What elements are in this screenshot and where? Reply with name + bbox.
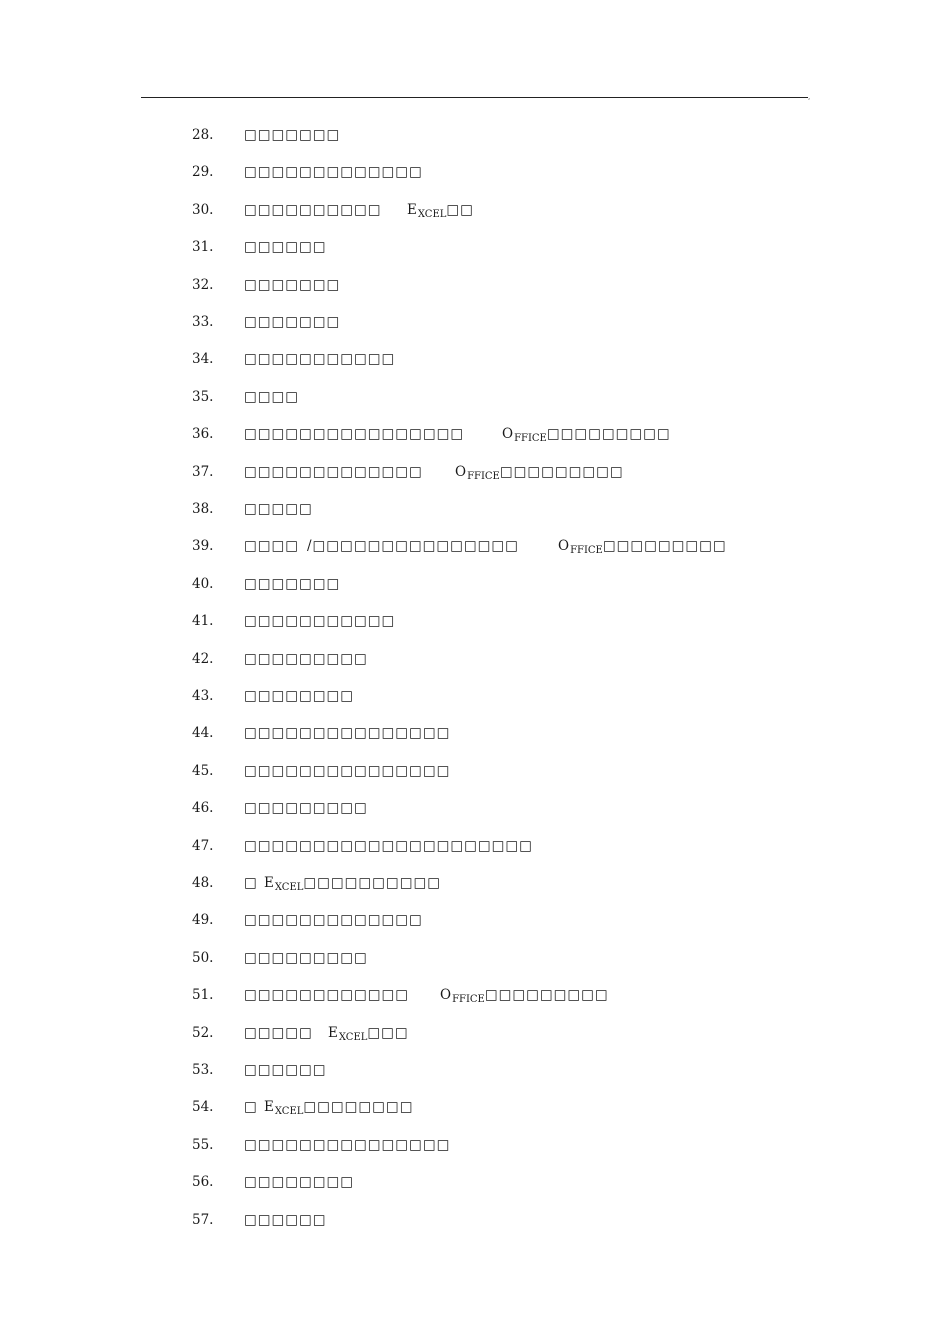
list-item-text bbox=[502, 426, 671, 442]
list-item-number: 38. bbox=[192, 501, 214, 517]
list-item-number: 29. bbox=[192, 164, 214, 180]
list-item bbox=[0, 950, 950, 970]
list-item-text bbox=[244, 426, 464, 442]
glyph-text: □□□□□ bbox=[244, 1025, 313, 1041]
list-item-number: 37. bbox=[192, 464, 214, 480]
list-item-text bbox=[244, 875, 258, 891]
list-item bbox=[0, 1062, 950, 1082]
list-item bbox=[0, 277, 950, 297]
list-item-number: 51. bbox=[192, 987, 214, 1003]
list-item-text bbox=[244, 651, 368, 667]
list-item-text bbox=[244, 1025, 313, 1041]
list-item-text bbox=[244, 351, 395, 367]
list-item-number: 40. bbox=[192, 576, 214, 592]
list-item-number: 50. bbox=[192, 950, 214, 966]
header-rule bbox=[141, 97, 808, 98]
term-initial: O bbox=[455, 464, 468, 480]
list-item-number: 46. bbox=[192, 800, 214, 816]
list-item-text bbox=[307, 538, 519, 554]
list-item-text bbox=[244, 464, 423, 480]
list-item bbox=[0, 239, 950, 259]
glyph-text: □□□□□□□□□□□□□□□ bbox=[244, 763, 451, 779]
list-item-text bbox=[328, 1025, 409, 1041]
glyph-text: □□□□□□□□□ bbox=[244, 800, 368, 816]
glyph-text: □□□□□□□ bbox=[244, 576, 341, 592]
list-item-text bbox=[244, 987, 409, 1003]
term-initial: E bbox=[328, 1025, 339, 1041]
glyph-text: □□□□□□□ bbox=[244, 127, 341, 143]
term-initial: E bbox=[264, 1099, 275, 1115]
list-item bbox=[0, 164, 950, 184]
list-item-number: 47. bbox=[192, 838, 214, 854]
glyph-text: □□□□□□□□□□□□□ bbox=[244, 464, 423, 480]
glyph-text: /□□□□□□□□□□□□□□□ bbox=[307, 538, 519, 554]
list-item bbox=[0, 912, 950, 932]
glyph-text: □□□□□□□□□□□□□□□ bbox=[244, 1137, 451, 1153]
list-item-text bbox=[244, 314, 340, 330]
list-item bbox=[0, 426, 950, 446]
glyph-text: □□□□□□ bbox=[244, 239, 327, 255]
glyph-text: □□□□ bbox=[244, 538, 300, 554]
term-initial: O bbox=[440, 987, 453, 1003]
list-item-number: 55. bbox=[192, 1137, 214, 1153]
list-item-text bbox=[440, 987, 609, 1003]
list-item-text bbox=[244, 1212, 327, 1228]
list-item-number: 34. bbox=[192, 351, 214, 367]
term-small-caps: FFICE bbox=[467, 471, 500, 482]
list-item-text bbox=[244, 576, 340, 592]
list-item bbox=[0, 763, 950, 783]
list-item-number: 57. bbox=[192, 1212, 214, 1228]
list-item-text bbox=[244, 164, 423, 180]
list-item-number: 53. bbox=[192, 1062, 214, 1078]
list-item-text bbox=[244, 725, 450, 741]
list-item bbox=[0, 838, 950, 858]
glyph-text: □ bbox=[244, 1099, 258, 1115]
list-item-number: 45. bbox=[192, 763, 214, 779]
glyph-text: □□□□□□□□ bbox=[244, 688, 355, 704]
list-item-text bbox=[264, 1099, 413, 1115]
list-item bbox=[0, 127, 950, 147]
list-item bbox=[0, 875, 950, 895]
list-item-number: 30. bbox=[192, 202, 214, 218]
list-item-number: 36. bbox=[192, 426, 214, 442]
list-item-text bbox=[244, 1099, 258, 1115]
list-item bbox=[0, 576, 950, 596]
glyph-text: □□□□□□□□□ bbox=[602, 538, 727, 554]
glyph-text: □□□ bbox=[367, 1025, 409, 1041]
list-item-text bbox=[244, 277, 340, 293]
glyph-text: □□□□□□ bbox=[244, 1212, 327, 1228]
list-item bbox=[0, 1025, 950, 1045]
glyph-text: □□□□□□□□□ bbox=[244, 950, 368, 966]
list-item-number: 31. bbox=[192, 239, 214, 255]
list-item-text bbox=[264, 875, 441, 891]
list-item-number: 32. bbox=[192, 277, 214, 293]
list-item-text bbox=[244, 1174, 354, 1190]
list-item-number: 33. bbox=[192, 314, 214, 330]
list-item bbox=[0, 800, 950, 820]
glyph-text: □□□□□□□ bbox=[244, 277, 341, 293]
list-item bbox=[0, 688, 950, 708]
list-item bbox=[0, 1137, 950, 1157]
list-item-number: 41. bbox=[192, 613, 214, 629]
list-item bbox=[0, 613, 950, 633]
list-item-text bbox=[244, 1137, 450, 1153]
glyph-text: □□□□□□□□□□□ bbox=[244, 351, 396, 367]
list-item bbox=[0, 651, 950, 671]
list-item-text bbox=[244, 239, 327, 255]
term-small-caps: XCEL bbox=[417, 209, 447, 220]
list-item-text bbox=[407, 202, 474, 218]
list-item-number: 43. bbox=[192, 688, 214, 704]
glyph-text: □□□□□□□□□□ bbox=[303, 875, 441, 891]
glyph-text: □□□□□□□□□ bbox=[546, 426, 671, 442]
glyph-text: □□□□□□□□□□□□□□□□ bbox=[244, 426, 465, 442]
list-item-text bbox=[244, 838, 533, 854]
list-item-number: 42. bbox=[192, 651, 214, 667]
glyph-text: □□□□□□□□□□□ bbox=[244, 613, 396, 629]
glyph-text: □□ bbox=[446, 202, 474, 218]
list-item bbox=[0, 987, 950, 1007]
list-item bbox=[0, 1212, 950, 1232]
glyph-text: □ bbox=[244, 875, 258, 891]
list-item-text bbox=[244, 800, 368, 816]
list-item-text bbox=[244, 763, 450, 779]
glyph-text: □□□□□□□□ bbox=[303, 1099, 414, 1115]
glyph-text: □□□□□□ bbox=[244, 1062, 327, 1078]
list-item-number: 52. bbox=[192, 1025, 214, 1041]
list-item-text bbox=[244, 127, 340, 143]
term-small-caps: FFICE bbox=[570, 545, 603, 556]
list-item-number: 39. bbox=[192, 538, 214, 554]
glyph-text: □□□□□□□□□□□□ bbox=[244, 987, 410, 1003]
glyph-text: □□□□□□□□□□ bbox=[244, 202, 382, 218]
list-item-text bbox=[244, 912, 423, 928]
list-item-text bbox=[558, 538, 727, 554]
list-item-text bbox=[244, 202, 382, 218]
list-item bbox=[0, 351, 950, 371]
list-item bbox=[0, 1174, 950, 1194]
list-item-number: 54. bbox=[192, 1099, 214, 1115]
term-initial: O bbox=[502, 426, 515, 442]
list-item bbox=[0, 202, 950, 222]
header-corner-mark: , bbox=[808, 93, 811, 101]
list-item-number: 56. bbox=[192, 1174, 214, 1190]
glyph-text: □□□□ bbox=[244, 389, 300, 405]
list-item bbox=[0, 501, 950, 521]
list-item-number: 48. bbox=[192, 875, 214, 891]
glyph-text: □□□□□□□□□□□□□□□ bbox=[244, 725, 451, 741]
glyph-text: □□□□□□□□ bbox=[244, 1174, 355, 1190]
list-item-number: 49. bbox=[192, 912, 214, 928]
list-item-text bbox=[244, 538, 299, 554]
list-item-text bbox=[244, 613, 395, 629]
list-item-number: 35. bbox=[192, 389, 214, 405]
list-item bbox=[0, 464, 950, 484]
glyph-text: □□□□□□□□□□□□□ bbox=[244, 912, 423, 928]
term-initial: E bbox=[407, 202, 418, 218]
list-item-text bbox=[244, 389, 299, 405]
term-small-caps: XCEL bbox=[274, 882, 304, 893]
list-item bbox=[0, 389, 950, 409]
glyph-text: □□□□□□□□□ bbox=[499, 464, 624, 480]
glyph-text: □□□□□□□□□ bbox=[484, 987, 609, 1003]
list-item bbox=[0, 314, 950, 334]
list-item-text bbox=[244, 501, 313, 517]
term-small-caps: FFICE bbox=[452, 994, 485, 1005]
list-item-number: 28. bbox=[192, 127, 214, 143]
glyph-text: □□□□□□□□□ bbox=[244, 651, 368, 667]
term-initial: O bbox=[558, 538, 571, 554]
list-item bbox=[0, 725, 950, 745]
list-item-text bbox=[455, 464, 624, 480]
glyph-text: □□□□□□□□□□□□□□□□□□□□□ bbox=[244, 838, 533, 854]
list-item bbox=[0, 1099, 950, 1119]
term-initial: E bbox=[264, 875, 275, 891]
glyph-text: □□□□□□□ bbox=[244, 314, 341, 330]
list-item-number: 44. bbox=[192, 725, 214, 741]
term-small-caps: XCEL bbox=[274, 1106, 304, 1117]
glyph-text: □□□□□□□□□□□□□ bbox=[244, 164, 423, 180]
list-item bbox=[0, 538, 950, 558]
glyph-text: □□□□□ bbox=[244, 501, 313, 517]
term-small-caps: XCEL bbox=[338, 1032, 368, 1043]
list-item-text bbox=[244, 1062, 327, 1078]
term-small-caps: FFICE bbox=[514, 433, 547, 444]
list-item-text bbox=[244, 688, 354, 704]
list-item-text bbox=[244, 950, 368, 966]
